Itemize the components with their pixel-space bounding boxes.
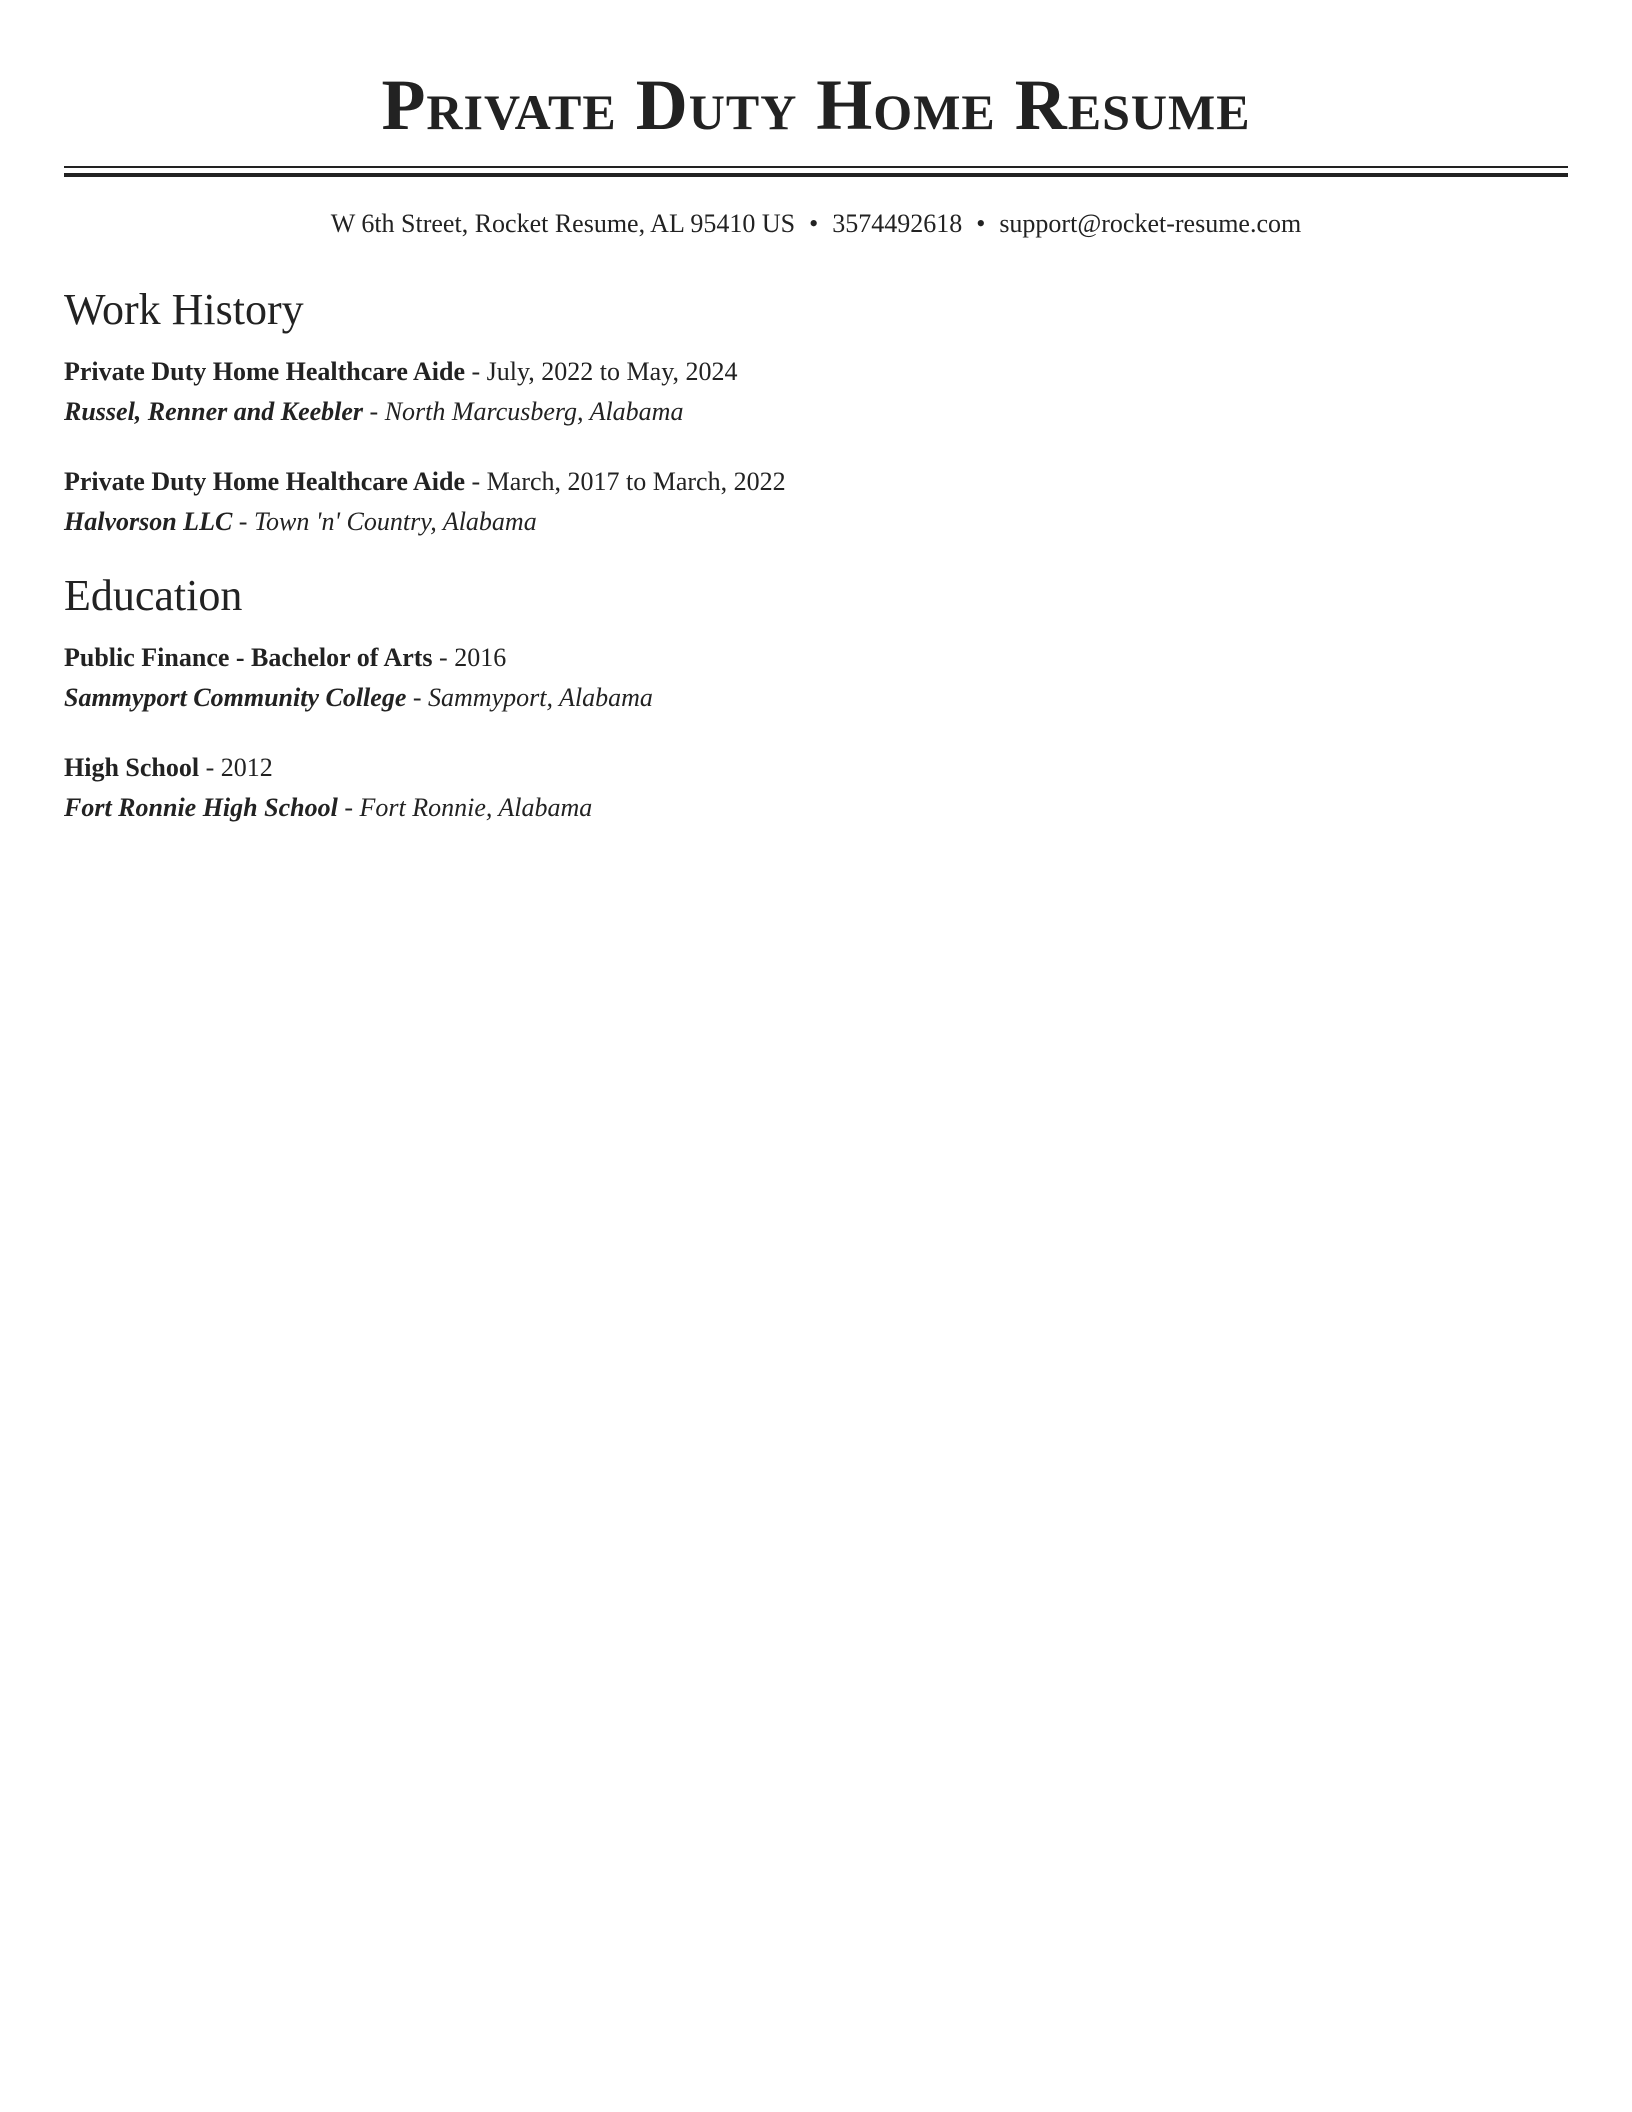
company-name: Russel, Renner and Keebler xyxy=(64,397,364,426)
contact-address: W 6th Street, Rocket Resume, AL 95410 US xyxy=(330,209,796,238)
work-entry-company-row xyxy=(64,502,1568,542)
graduation-year: 2012 xyxy=(220,753,273,782)
education-entry-degree-row xyxy=(64,748,1568,788)
contact-phone: 3574492618 xyxy=(832,209,963,238)
education-entry xyxy=(64,638,1568,718)
resume-page xyxy=(64,0,1568,828)
dash-separator: - xyxy=(464,467,487,496)
job-dates: March, 2017 to March, 2022 xyxy=(486,467,786,496)
work-entry xyxy=(64,462,1568,542)
education-entry-school-row xyxy=(64,678,1568,718)
contact-separator: • xyxy=(809,209,819,238)
company-name: Halvorson LLC xyxy=(64,507,233,536)
contact-line xyxy=(64,204,1568,244)
dash-separator: - xyxy=(199,753,221,782)
school-name: Sammyport Community College xyxy=(64,683,407,712)
work-entry-company-row xyxy=(64,392,1568,432)
graduation-year: 2016 xyxy=(454,643,507,672)
dash-separator: - xyxy=(406,683,429,712)
contact-separator: • xyxy=(976,209,986,238)
company-location: Town 'n' Country, Alabama xyxy=(253,507,537,536)
title-double-rule xyxy=(64,166,1568,178)
rule-thin-line xyxy=(64,166,1568,168)
job-dates: July, 2022 to May, 2024 xyxy=(486,357,738,386)
education-entry-degree-row xyxy=(64,638,1568,678)
dash-separator: - xyxy=(232,507,254,536)
contact-email: support@rocket-resume.com xyxy=(999,209,1302,238)
dash-separator: - xyxy=(464,357,487,386)
job-title: Private Duty Home Healthcare Aide xyxy=(64,467,465,496)
work-entry xyxy=(64,352,1568,432)
school-name: Fort Ronnie High School xyxy=(64,793,338,822)
school-location: Fort Ronnie, Alabama xyxy=(359,793,593,822)
section-heading-education: Education xyxy=(64,571,243,620)
school-location: Sammyport, Alabama xyxy=(428,683,653,712)
work-entry-title-row xyxy=(64,462,1568,502)
job-title: Private Duty Home Healthcare Aide xyxy=(64,357,465,386)
degree-name: High School xyxy=(64,753,200,782)
section-heading-work-history: Work History xyxy=(64,285,304,334)
work-entry-title-row xyxy=(64,352,1568,392)
dash-separator: - xyxy=(363,397,385,426)
resume-title: Private Duty Home Resume xyxy=(381,65,1251,145)
education-entry-school-row xyxy=(64,788,1568,828)
company-location: North Marcusberg, Alabama xyxy=(384,397,684,426)
education-entry xyxy=(64,748,1568,828)
dash-separator: - xyxy=(432,643,455,672)
dash-separator: - xyxy=(337,793,360,822)
degree-name: Public Finance - Bachelor of Arts xyxy=(64,643,433,672)
rule-thick-line xyxy=(64,173,1568,177)
